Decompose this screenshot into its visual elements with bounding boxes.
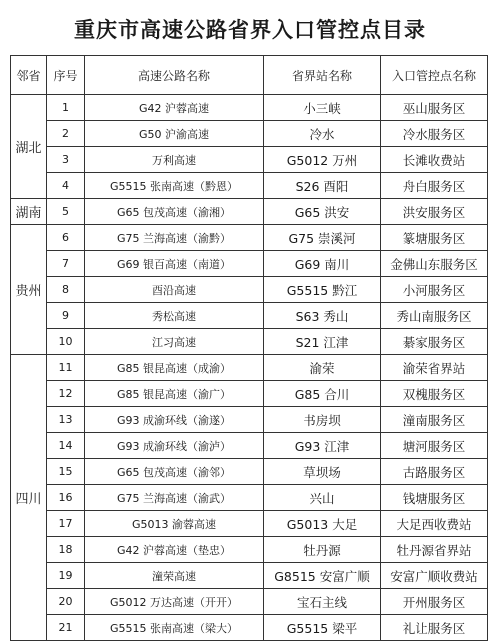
seq-cell: 6 bbox=[47, 225, 85, 251]
station-cell: 小三峡 bbox=[264, 95, 381, 121]
highway-cell: 酉沿高速 bbox=[85, 277, 264, 303]
highway-cell: 万利高速 bbox=[85, 147, 264, 173]
station-cell: G69 南川 bbox=[264, 251, 381, 277]
station-cell: G5013 大足 bbox=[264, 511, 381, 537]
station-cell: G85 合川 bbox=[264, 381, 381, 407]
table-row bbox=[11, 225, 488, 251]
control-point-cell: 小河服务区 bbox=[381, 277, 488, 303]
control-point-cell: 渝荣省界站 bbox=[381, 355, 488, 381]
highway-cell: G85 银昆高速（渝广） bbox=[85, 381, 264, 407]
seq-cell: 14 bbox=[47, 433, 85, 459]
seq-cell: 9 bbox=[47, 303, 85, 329]
province-cell: 四川 bbox=[11, 355, 47, 641]
seq-cell: 3 bbox=[47, 147, 85, 173]
seq-cell: 20 bbox=[47, 589, 85, 615]
highway-cell: G5515 张南高速（黔恩） bbox=[85, 173, 264, 199]
seq-cell: 8 bbox=[47, 277, 85, 303]
station-cell: G5012 万州 bbox=[264, 147, 381, 173]
seq-cell: 7 bbox=[47, 251, 85, 277]
highway-cell: 秀松高速 bbox=[85, 303, 264, 329]
header-control: 入口管控点名称 bbox=[381, 56, 488, 95]
control-point-cell: 冷水服务区 bbox=[381, 121, 488, 147]
station-cell: G8515 安富广顺 bbox=[264, 563, 381, 589]
station-cell: 草坝场 bbox=[264, 459, 381, 485]
header-station: 省界站名称 bbox=[264, 56, 381, 95]
highway-cell: G65 包茂高速（渝邻） bbox=[85, 459, 264, 485]
highway-cell: G69 银百高速（南道） bbox=[85, 251, 264, 277]
table-row bbox=[11, 277, 488, 303]
station-cell: 冷水 bbox=[264, 121, 381, 147]
highway-cell: G50 沪渝高速 bbox=[85, 121, 264, 147]
station-cell: G5515 黔江 bbox=[264, 277, 381, 303]
table-row bbox=[11, 589, 488, 615]
table-row bbox=[11, 121, 488, 147]
seq-cell: 18 bbox=[47, 537, 85, 563]
control-point-cell: 双槐服务区 bbox=[381, 381, 488, 407]
province-cell: 贵州 bbox=[11, 225, 47, 355]
station-cell: S63 秀山 bbox=[264, 303, 381, 329]
seq-cell: 5 bbox=[47, 199, 85, 225]
control-point-cell: 塘河服务区 bbox=[381, 433, 488, 459]
table-body bbox=[11, 95, 488, 641]
seq-cell: 13 bbox=[47, 407, 85, 433]
seq-cell: 19 bbox=[47, 563, 85, 589]
highway-cell: G75 兰海高速（渝武） bbox=[85, 485, 264, 511]
seq-cell: 15 bbox=[47, 459, 85, 485]
control-point-table bbox=[10, 55, 488, 641]
province-cell: 湖北 bbox=[11, 95, 47, 199]
header-province: 邻省 bbox=[11, 56, 47, 95]
control-point-cell: 洪安服务区 bbox=[381, 199, 488, 225]
table-row bbox=[11, 147, 488, 173]
table-row bbox=[11, 433, 488, 459]
highway-cell: G5013 渝蓉高速 bbox=[85, 511, 264, 537]
station-cell: G93 江津 bbox=[264, 433, 381, 459]
highway-cell: G5515 张南高速（梁大） bbox=[85, 615, 264, 641]
table-row bbox=[11, 407, 488, 433]
control-point-cell: 安富广顺收费站 bbox=[381, 563, 488, 589]
control-point-cell: 长滩收费站 bbox=[381, 147, 488, 173]
table-row bbox=[11, 537, 488, 563]
table-row bbox=[11, 485, 488, 511]
highway-cell: 潼荣高速 bbox=[85, 563, 264, 589]
page-title: 重庆市高速公路省界入口管控点目录 bbox=[74, 17, 426, 42]
control-point-cell: 潼南服务区 bbox=[381, 407, 488, 433]
table-row bbox=[11, 615, 488, 641]
control-point-cell: 金佛山东服务区 bbox=[381, 251, 488, 277]
seq-cell: 12 bbox=[47, 381, 85, 407]
seq-cell: 21 bbox=[47, 615, 85, 641]
highway-cell: G5012 万达高速（开开） bbox=[85, 589, 264, 615]
control-point-cell: 礼让服务区 bbox=[381, 615, 488, 641]
seq-cell: 17 bbox=[47, 511, 85, 537]
station-cell: S21 江津 bbox=[264, 329, 381, 355]
table-row bbox=[11, 329, 488, 355]
station-cell: 书房坝 bbox=[264, 407, 381, 433]
station-cell: S26 酉阳 bbox=[264, 173, 381, 199]
table-row bbox=[11, 563, 488, 589]
table-row bbox=[11, 511, 488, 537]
highway-cell: G93 成渝环线（渝遂） bbox=[85, 407, 264, 433]
seq-cell: 11 bbox=[47, 355, 85, 381]
header-highway: 高速公路名称 bbox=[85, 56, 264, 95]
seq-cell: 2 bbox=[47, 121, 85, 147]
control-point-cell: 牡丹源省界站 bbox=[381, 537, 488, 563]
table-row bbox=[11, 381, 488, 407]
station-cell: G65 洪安 bbox=[264, 199, 381, 225]
seq-cell: 16 bbox=[47, 485, 85, 511]
station-cell: G5515 梁平 bbox=[264, 615, 381, 641]
table-row bbox=[11, 173, 488, 199]
station-cell: G75 崇溪河 bbox=[264, 225, 381, 251]
control-point-cell: 古路服务区 bbox=[381, 459, 488, 485]
control-point-cell: 綦家服务区 bbox=[381, 329, 488, 355]
station-cell: 兴山 bbox=[264, 485, 381, 511]
highway-cell: G93 成渝环线（渝泸） bbox=[85, 433, 264, 459]
table-row bbox=[11, 303, 488, 329]
seq-cell: 1 bbox=[47, 95, 85, 121]
seq-cell: 10 bbox=[47, 329, 85, 355]
table-row bbox=[11, 355, 488, 381]
highway-cell: G75 兰海高速（渝黔） bbox=[85, 225, 264, 251]
header-seq: 序号 bbox=[47, 56, 85, 95]
control-point-cell: 秀山南服务区 bbox=[381, 303, 488, 329]
control-point-cell: 巫山服务区 bbox=[381, 95, 488, 121]
station-cell: 宝石主线 bbox=[264, 589, 381, 615]
province-cell: 湖南 bbox=[11, 199, 47, 225]
control-point-cell: 篆塘服务区 bbox=[381, 225, 488, 251]
highway-cell: G65 包茂高速（渝湘） bbox=[85, 199, 264, 225]
highway-cell: 江习高速 bbox=[85, 329, 264, 355]
table-row bbox=[11, 251, 488, 277]
control-point-cell: 开州服务区 bbox=[381, 589, 488, 615]
table-row bbox=[11, 459, 488, 485]
station-cell: 牡丹源 bbox=[264, 537, 381, 563]
control-point-cell: 钱塘服务区 bbox=[381, 485, 488, 511]
seq-cell: 4 bbox=[47, 173, 85, 199]
highway-cell: G42 沪蓉高速（垫忠） bbox=[85, 537, 264, 563]
control-point-cell: 大足西收费站 bbox=[381, 511, 488, 537]
highway-cell: G85 银昆高速（成渝） bbox=[85, 355, 264, 381]
table-header-row bbox=[11, 56, 488, 95]
table-row bbox=[11, 95, 488, 121]
table-row bbox=[11, 199, 488, 225]
control-point-cell: 舟白服务区 bbox=[381, 173, 488, 199]
highway-cell: G42 沪蓉高速 bbox=[85, 95, 264, 121]
station-cell: 渝荣 bbox=[264, 355, 381, 381]
